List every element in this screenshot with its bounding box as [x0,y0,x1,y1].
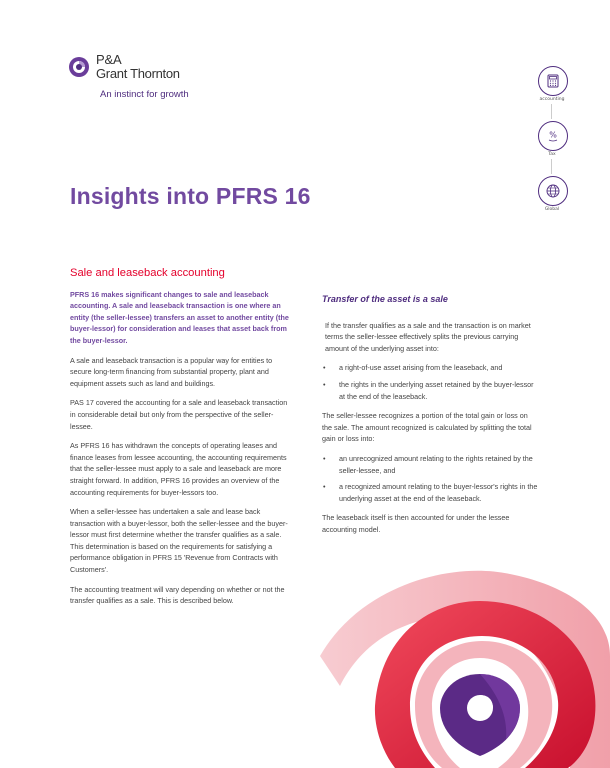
paragraph: A sale and leaseback transaction is a popular way for entities to secure long-term financing from substantial property, plant and equipment assets such as land and buildings. [70,355,273,388]
decorative-swirl-graphic [320,556,610,768]
logo-line2: Grant Thornton [96,66,180,81]
side-label-global: Global [544,207,560,212]
page-title: Insights into PFRS 16 [70,183,311,209]
paragraph: If the transfer qualifies as a sale and the transaction is on market terms the seller-lessee effectively splits the previous carrying amount of the underlying asset into: [325,320,531,353]
subsection-heading: Transfer of the asset is a sale [322,294,448,304]
lead-paragraph: PFRS 16 makes significant changes to sale and leaseback accounting. A sale and leaseback transaction is one where an entity (the seller-lessee) transfers an asset to another entity (the buyer-lessor) for consideration and leases that asset back from the buyer-lessor. [70,289,289,345]
paragraph: As PFRS 16 has withdrawn the concepts of operating leases and finance leases from lessee accounting, the accounting requirements that the seller-lessee must apply to a sale and leaseback are more straight forward. In addition, PFRS 16 provides an overview of the accounting requirements for buyer-lessors too. [70,441,287,497]
percent-icon [538,121,568,151]
bullet-list [322,362,538,402]
logo-line1: P&A [96,52,122,67]
paragraph: The seller-lessee recognizes a portion of the total gain or loss on the sale. The amount recognized is calculated by splitting the total gain or loss into: [322,411,532,444]
paragraph: The leaseback itself is then accounted for under the lessee accounting model. [322,513,510,534]
grant-thornton-mark-icon [68,56,90,78]
list-item: • an unrecognized amount relating to the rights retained by the seller-lessee, and [322,453,538,476]
divider [551,104,552,119]
bullet-list [322,453,538,504]
company-logo [66,46,246,106]
paragraph: The accounting treatment will vary depending on whether or not the transfer qualifies as a sale. This is described below. [70,584,285,606]
paragraph: When a seller-lessee has undertaken a sale and lease back transaction with a buyer-lessor, both the seller-lessee and the buyer-lessor must first determine whether the transfer qualifies as a sale. This determination is based on the requirements for satisfying a performance obligation in PFRS 15 'Revenue from Contracts with Customers'. [70,507,288,575]
svg-text:%: % [549,130,557,140]
paragraph: PAS 17 covered the accounting for a sale and leaseback transaction in considerable detail but only from the perspective of the seller-lessee. [70,398,288,431]
calculator-icon [538,66,568,96]
side-label-tax: Tax [548,152,556,157]
list-item: • a right-of-use asset arising from the leaseback, and [322,362,538,374]
globe-icon [538,176,568,206]
right-column [322,294,538,544]
left-column [70,268,292,615]
list-item: • the rights in the underlying asset retained by the buyer-lessor at the end of the leaseback. [322,379,538,402]
list-item: • a recognized amount relating to the buyer-lessor's rights in the underlying asset at the end of the leaseback. [322,481,538,504]
logo-tagline: An instinct for growth [100,89,189,100]
side-label-accounting: accounting [539,97,565,102]
section-heading: Sale and leaseback accounting [70,267,225,279]
divider [551,159,552,174]
